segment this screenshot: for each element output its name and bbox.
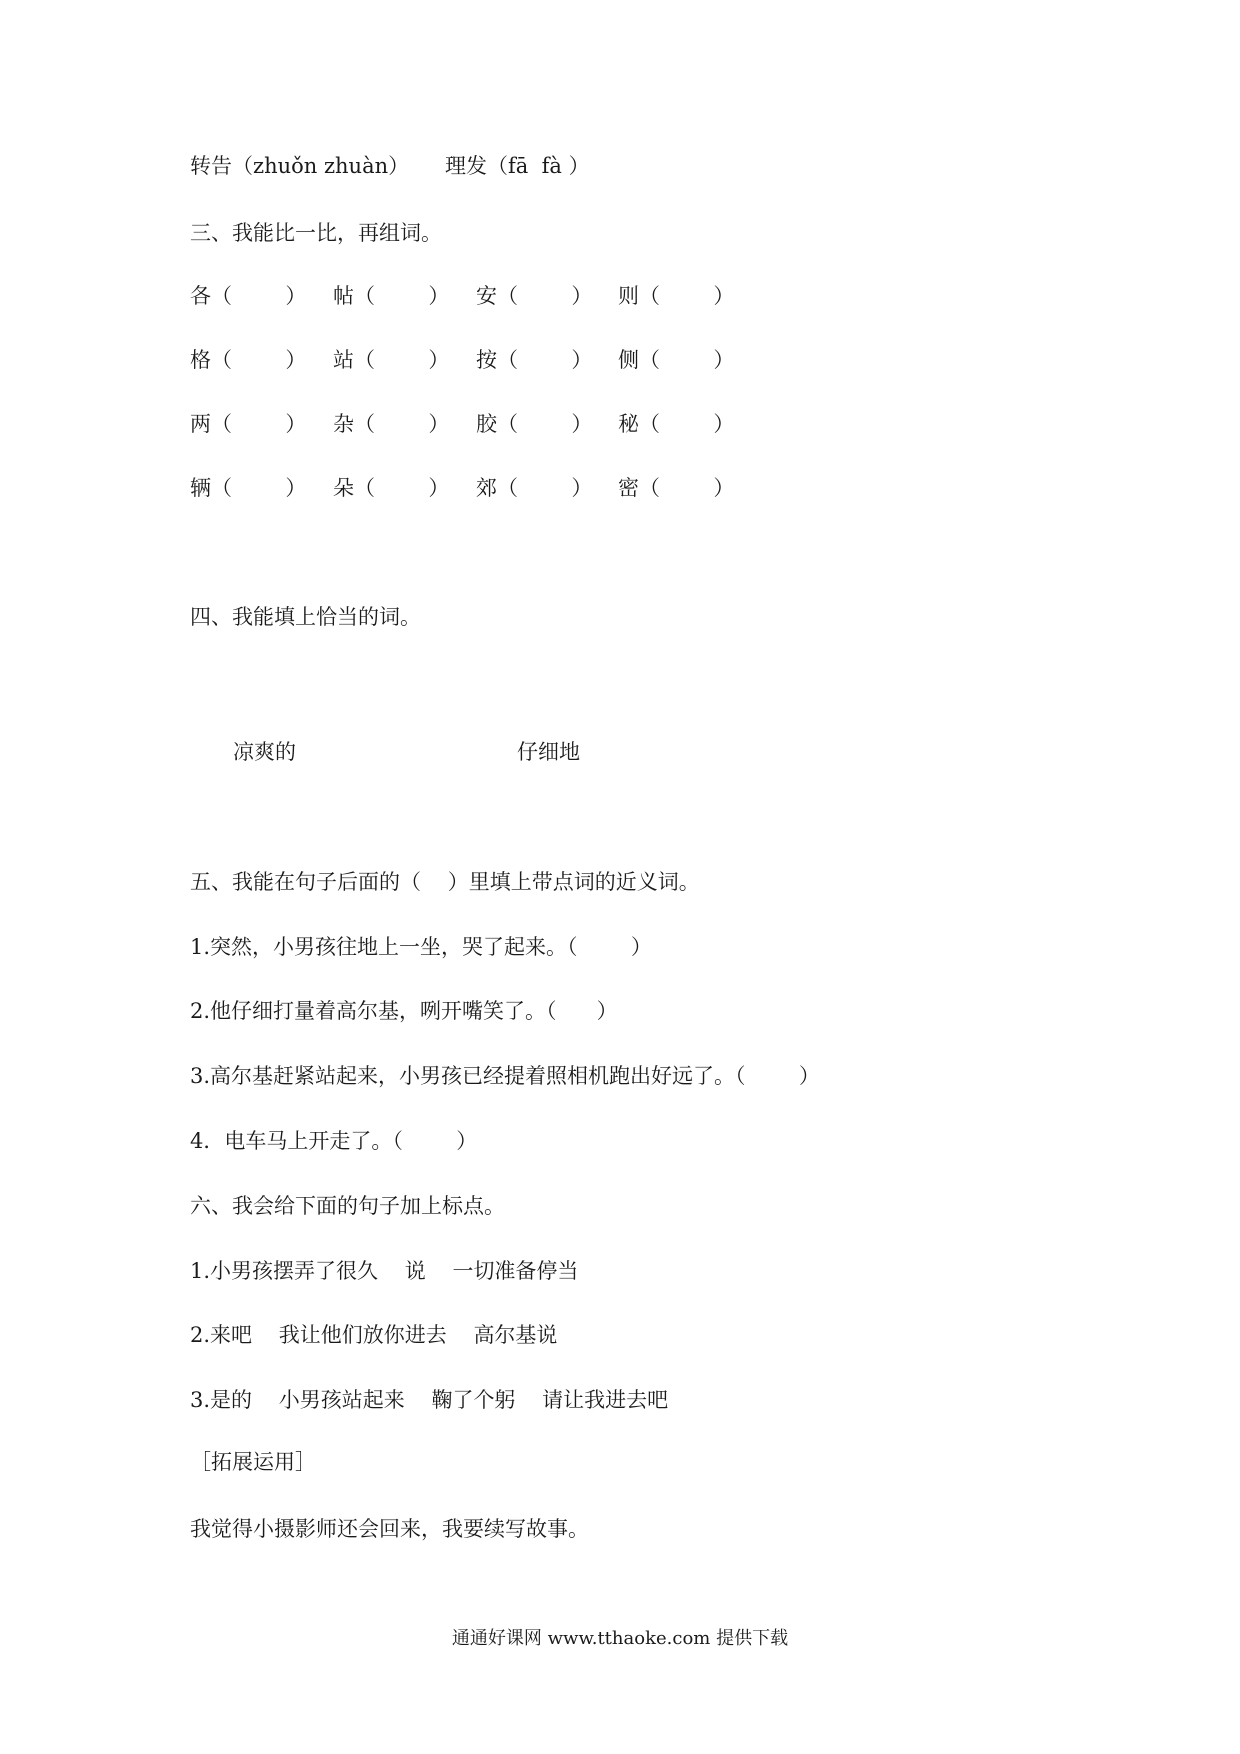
synonym-question: 1.突然，小男孩往地上一坐，哭了起来。（ ）: [190, 935, 652, 959]
word-group-row: [190, 282, 790, 310]
word-group-cell: 胶（ ）: [476, 412, 593, 436]
word-group-row: [190, 346, 790, 374]
synonym-question: 4．电车马上开走了。（ ）: [190, 1129, 478, 1153]
word-group-cell: 帖（ ）: [333, 284, 450, 308]
word-group-cell: 密（ ）: [618, 476, 735, 500]
word-group-cell: 秘（ ）: [618, 412, 735, 436]
extension-heading: ［拓展运用］: [190, 1450, 316, 1474]
section5-heading: 五、我能在句子后面的（ ）里填上带点词的近义词。: [190, 870, 700, 894]
section3-heading: 三、我能比一比，再组词。: [190, 221, 442, 245]
word-group-cell: 则（ ）: [618, 284, 735, 308]
word-group-cell: 侧（ ）: [618, 348, 735, 372]
word-group-cell: 格（ ）: [190, 348, 307, 372]
word-group-cell: 安（ ）: [476, 284, 593, 308]
extension-text: 我觉得小摄影师还会回来，我要续写故事。: [190, 1517, 589, 1541]
synonym-question: 3.高尔基赶紧站起来，小男孩已经提着照相机跑出好远了。（ ）: [190, 1064, 820, 1088]
punctuation-question: 3.是的 小男孩站起来 鞠了个躬 请让我进去吧: [190, 1388, 669, 1412]
word-group-cell: 各（ ）: [190, 284, 307, 308]
section4-heading: 四、我能填上恰当的词。: [190, 605, 421, 629]
word-group-cell: 辆（ ）: [190, 476, 307, 500]
fill-word-1: 凉爽的: [233, 740, 296, 764]
word-group-cell: 站（ ）: [333, 348, 450, 372]
word-group-cell: 按（ ）: [476, 348, 593, 372]
punctuation-question: 1.小男孩摆弄了很久 说 一切准备停当: [190, 1259, 579, 1283]
synonym-question: 2.他仔细打量着高尔基，咧开嘴笑了。（ ）: [190, 999, 618, 1023]
word-group-cell: 杂（ ）: [333, 412, 450, 436]
word-group-cell: 郊（ ）: [476, 476, 593, 500]
word-group-row: [190, 474, 790, 502]
word-group-row: [190, 410, 790, 438]
fill-word-2: 仔细地: [517, 740, 580, 764]
pinyin-item-2: 理发（fā fà ）: [445, 154, 590, 178]
word-group-cell: 朵（ ）: [333, 476, 450, 500]
pinyin-item-1: 转告（zhuǒn zhuàn）: [190, 154, 410, 178]
word-group-cell: 两（ ）: [190, 412, 307, 436]
section6-heading: 六、我会给下面的句子加上标点。: [190, 1194, 505, 1218]
punctuation-question: 2.来吧 我让他们放你进去 高尔基说: [190, 1323, 558, 1347]
page-footer: 通通好课网 www.tthaoke.com 提供下载: [451, 1628, 789, 1649]
